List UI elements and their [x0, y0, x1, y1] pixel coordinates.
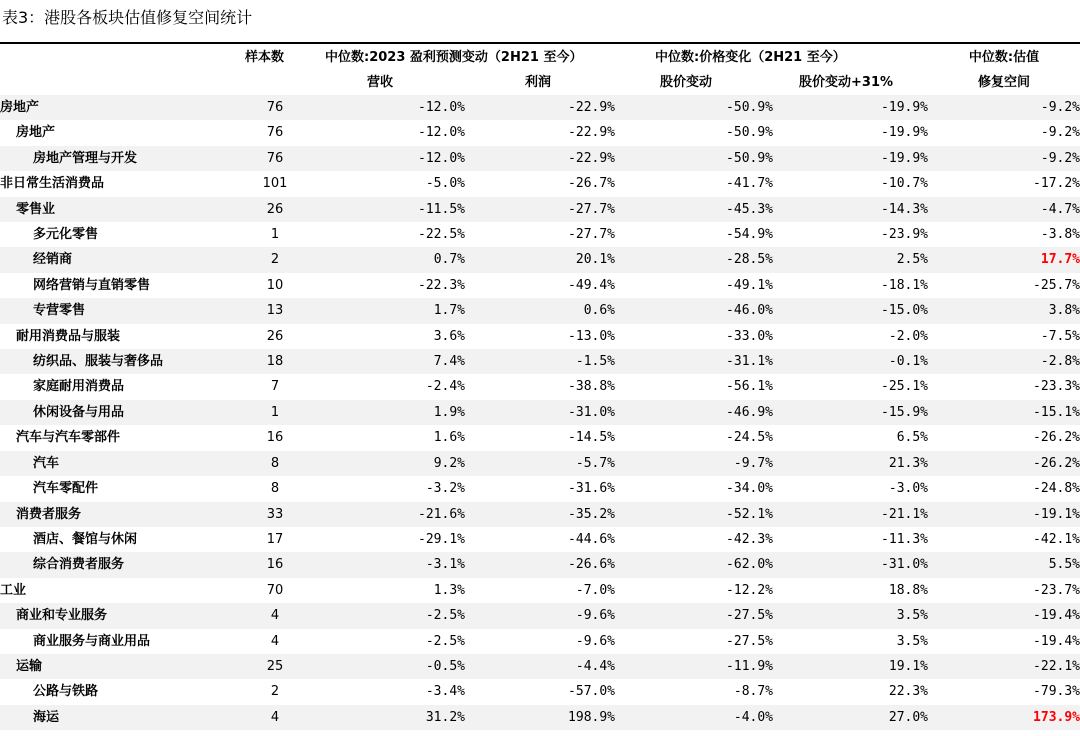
row-price-change-31: -3.0% — [888, 481, 929, 497]
row-profit-change: -22.9% — [465, 146, 615, 171]
row-valuation-space: -2.8% — [928, 349, 1080, 374]
row-price-change: -46.9% — [615, 400, 773, 425]
row-price-change-31: -0.1% — [773, 349, 928, 374]
row-name: 非日常生活消费品 — [0, 176, 105, 192]
row-sample-count: 76 — [225, 95, 325, 120]
table-row — [0, 527, 1080, 552]
row-name: 多元化零售 — [33, 227, 99, 243]
row-price-change-31: 3.5% — [773, 603, 928, 628]
row-price-change-31: 21.3% — [773, 451, 928, 476]
row-valuation-space: -7.5% — [1040, 328, 1080, 344]
header-blank — [0, 45, 225, 70]
row-profit-change: -26.7% — [568, 176, 616, 192]
header-profit: 利润 — [525, 75, 552, 90]
row-price-change: -34.0% — [726, 481, 774, 497]
row-price-change: -9.7% — [615, 451, 773, 476]
table-row — [0, 197, 1080, 222]
row-revenue-change: -21.6% — [325, 502, 465, 527]
row-revenue-change: 1.6% — [433, 430, 465, 446]
row-revenue-change: -3.1% — [325, 552, 465, 577]
row-name: 商业和专业服务 — [0, 603, 225, 628]
row-revenue-change: -22.5% — [418, 227, 465, 243]
table-row — [0, 222, 1080, 247]
row-price-change: -27.5% — [615, 603, 773, 628]
row-profit-change: -9.6% — [575, 633, 616, 649]
row-price-change: -50.9% — [615, 95, 773, 120]
row-valuation-space: -24.8% — [1033, 481, 1080, 497]
table-row — [0, 476, 1080, 501]
row-revenue-change: -0.5% — [325, 654, 465, 679]
row-price-change: -12.2% — [726, 582, 774, 598]
row-price-change-31: 2.5% — [773, 247, 928, 272]
row-valuation-space: -9.2% — [928, 146, 1080, 171]
row-name: 经销商 — [0, 247, 225, 272]
row-sample-count: 26 — [225, 197, 325, 222]
header-group-earnings: 中位数:2023 盈利预测变动（2H21 至今） — [325, 50, 583, 65]
row-sample-count: 4 — [225, 603, 325, 628]
row-price-change-31: -19.9% — [773, 146, 928, 171]
row-valuation-space: -25.7% — [1033, 277, 1080, 293]
table-row — [0, 654, 1080, 679]
row-price-change: -52.1% — [615, 502, 773, 527]
row-price-change: -62.0% — [615, 552, 773, 577]
row-profit-change: -9.6% — [465, 603, 615, 628]
row-name: 耐用消费品与服装 — [16, 328, 121, 344]
row-price-change-31: -11.3% — [881, 531, 929, 547]
row-name: 专营零售 — [0, 298, 225, 323]
row-revenue-change: 7.4% — [325, 349, 465, 374]
table-row — [0, 400, 1080, 425]
row-profit-change: -1.5% — [465, 349, 615, 374]
row-valuation-space: -4.7% — [928, 197, 1080, 222]
row-sample-count: 8 — [270, 481, 280, 497]
row-profit-change: -38.8% — [568, 379, 616, 395]
row-name: 汽车零配件 — [33, 481, 99, 497]
row-price-change-31: 3.5% — [896, 633, 929, 649]
row-sample-count: 26 — [266, 328, 284, 344]
row-price-change-31: -15.9% — [773, 400, 928, 425]
row-profit-change: -13.0% — [568, 328, 616, 344]
row-profit-change: -57.0% — [568, 684, 616, 700]
row-sample-count: 2 — [270, 684, 280, 700]
row-name: 房地产管理与开发 — [0, 146, 225, 171]
table-row — [0, 552, 1080, 577]
table-title: 表3：港股各板块估值修复空间统计 — [2, 8, 253, 27]
header-revenue: 营收 — [367, 75, 394, 90]
row-sample-count: 4 — [270, 633, 280, 649]
row-valuation-space: -42.1% — [1033, 531, 1080, 547]
row-price-change-31: -19.9% — [881, 125, 929, 141]
row-valuation-space: -22.1% — [928, 654, 1080, 679]
row-valuation-space: -19.1% — [928, 502, 1080, 527]
row-name: 房地产 — [16, 125, 56, 141]
row-profit-change: 20.1% — [465, 247, 615, 272]
row-valuation-space: -19.4% — [928, 603, 1080, 628]
row-profit-change: -44.6% — [568, 531, 616, 547]
row-name: 休闲设备与用品 — [0, 400, 225, 425]
row-name: 家庭耐用消费品 — [33, 379, 125, 395]
table-row — [0, 629, 1080, 654]
row-price-change: -11.9% — [615, 654, 773, 679]
row-sample-count: 101 — [262, 176, 288, 192]
row-profit-change: 198.9% — [465, 705, 615, 730]
header-blank-3 — [225, 70, 325, 95]
row-profit-change: -4.4% — [465, 654, 615, 679]
row-price-change: -24.5% — [726, 430, 774, 446]
row-profit-change: -14.5% — [568, 430, 616, 446]
row-revenue-change: -12.0% — [418, 125, 465, 141]
row-valuation-space: -19.4% — [1033, 633, 1080, 649]
table-row — [0, 374, 1080, 399]
table-row — [0, 324, 1080, 349]
row-sample-count: 2 — [225, 247, 325, 272]
row-price-change: -56.1% — [726, 379, 774, 395]
header-price31: 股价变动+31% — [799, 75, 894, 90]
row-sample-count: 16 — [225, 552, 325, 577]
header-row-1 — [0, 45, 1080, 70]
row-sample-count: 13 — [225, 298, 325, 323]
row-name: 纺织品、服装与奢侈品 — [0, 349, 225, 374]
table-row — [0, 247, 1080, 272]
row-revenue-change: -29.1% — [418, 531, 465, 547]
row-valuation-space: -26.2% — [1033, 430, 1080, 446]
row-name: 运输 — [0, 654, 225, 679]
row-revenue-change: 1.7% — [325, 298, 465, 323]
row-sample-count: 18 — [225, 349, 325, 374]
row-price-change: -27.5% — [726, 633, 774, 649]
row-price-change-31: 19.1% — [773, 654, 928, 679]
header-group-price: 中位数:价格变化（2H21 至今） — [655, 50, 846, 65]
table-row — [0, 273, 1080, 298]
row-sample-count: 17 — [266, 531, 284, 547]
row-revenue-change: -12.0% — [325, 146, 465, 171]
row-name: 工业 — [0, 582, 27, 598]
row-sample-count: 8 — [225, 451, 325, 476]
row-name: 综合消费者服务 — [0, 552, 225, 577]
row-valuation-space: 5.5% — [928, 552, 1080, 577]
row-profit-change: -22.9% — [568, 125, 616, 141]
row-price-change: -42.3% — [726, 531, 774, 547]
row-revenue-change: 31.2% — [325, 705, 465, 730]
row-revenue-change: -3.2% — [425, 481, 465, 497]
row-price-change: -49.1% — [726, 277, 774, 293]
table-row — [0, 603, 1080, 628]
row-sample-count: 16 — [266, 430, 284, 446]
row-valuation-space: -9.2% — [928, 95, 1080, 120]
row-sample-count: 76 — [266, 125, 284, 141]
row-profit-change: -35.2% — [465, 502, 615, 527]
table-row — [0, 502, 1080, 527]
row-price-change-31: -31.0% — [773, 552, 928, 577]
row-valuation-space: 173.9% — [928, 705, 1080, 730]
row-profit-change: -31.6% — [568, 481, 616, 497]
row-revenue-change: -2.5% — [325, 603, 465, 628]
row-revenue-change: -22.3% — [418, 277, 465, 293]
row-price-change: -28.5% — [615, 247, 773, 272]
row-price-change-31: -14.3% — [773, 197, 928, 222]
row-revenue-change: -11.5% — [325, 197, 465, 222]
table-row — [0, 120, 1080, 145]
row-price-change-31: 6.5% — [896, 430, 929, 446]
row-price-change: -45.3% — [615, 197, 773, 222]
row-price-change-31: 22.3% — [888, 684, 929, 700]
row-name: 网络营销与直销零售 — [33, 277, 151, 293]
row-price-change-31: 27.0% — [773, 705, 928, 730]
row-sample-count: 25 — [225, 654, 325, 679]
header-valuation-space: 修复空间 — [978, 75, 1031, 90]
top-rule — [0, 42, 1080, 44]
row-revenue-change: -12.0% — [325, 95, 465, 120]
row-profit-change: -49.4% — [568, 277, 616, 293]
row-sample-count: 4 — [225, 705, 325, 730]
row-price-change-31: -2.0% — [888, 328, 929, 344]
row-name: 公路与铁路 — [33, 684, 99, 700]
row-price-change-31: -23.9% — [881, 227, 929, 243]
row-price-change-31: -19.9% — [773, 95, 928, 120]
row-revenue-change: 3.6% — [433, 328, 465, 344]
header-blank-2 — [0, 70, 225, 95]
header-sample: 样本数 — [245, 50, 285, 65]
table-row — [0, 451, 1080, 476]
row-valuation-space: -9.2% — [1040, 125, 1080, 141]
row-sample-count: 1 — [270, 227, 280, 243]
row-price-change: -54.9% — [726, 227, 774, 243]
row-price-change-31: -21.1% — [773, 502, 928, 527]
row-price-change-31: -25.1% — [881, 379, 929, 395]
row-sample-count: 10 — [266, 277, 284, 293]
row-sample-count: 7 — [270, 379, 280, 395]
row-name: 酒店、餐馆与休闲 — [33, 531, 138, 547]
row-price-change: -33.0% — [726, 328, 774, 344]
row-price-change: -4.0% — [615, 705, 773, 730]
row-name: 海运 — [0, 705, 225, 730]
table-row — [0, 146, 1080, 171]
row-profit-change: 0.6% — [465, 298, 615, 323]
row-name: 汽车与汽车零部件 — [16, 430, 121, 446]
row-price-change: -50.9% — [615, 146, 773, 171]
row-valuation-space: 17.7% — [928, 247, 1080, 272]
row-price-change: -41.7% — [726, 176, 774, 192]
row-price-change: -31.1% — [615, 349, 773, 374]
row-sample-count: 1 — [225, 400, 325, 425]
row-price-change-31: -15.0% — [773, 298, 928, 323]
header-price: 股价变动 — [660, 75, 713, 90]
row-price-change-31: -18.1% — [881, 277, 929, 293]
row-name: 汽车 — [0, 451, 225, 476]
table-row — [0, 298, 1080, 323]
table-row — [0, 705, 1080, 730]
table-row — [0, 95, 1080, 120]
row-profit-change: -27.7% — [465, 197, 615, 222]
row-profit-change: -26.6% — [465, 552, 615, 577]
header-group-valuation: 中位数:估值 — [968, 50, 1040, 65]
row-valuation-space: -15.1% — [928, 400, 1080, 425]
row-revenue-change: -3.4% — [425, 684, 465, 700]
table-row — [0, 349, 1080, 374]
row-revenue-change: -2.5% — [425, 633, 465, 649]
row-revenue-change: 1.3% — [433, 582, 465, 598]
row-name: 零售业 — [0, 197, 225, 222]
row-valuation-space: -23.3% — [1033, 379, 1080, 395]
row-revenue-change: -2.4% — [425, 379, 465, 395]
row-valuation-space: -23.7% — [1033, 582, 1080, 598]
row-profit-change: -27.7% — [568, 227, 616, 243]
row-price-change: -8.7% — [733, 684, 774, 700]
row-revenue-change: 0.7% — [325, 247, 465, 272]
row-profit-change: -22.9% — [465, 95, 615, 120]
row-name: 消费者服务 — [0, 502, 225, 527]
row-name: 商业服务与商业用品 — [33, 633, 151, 649]
row-valuation-space: 3.8% — [928, 298, 1080, 323]
row-revenue-change: 1.9% — [325, 400, 465, 425]
row-revenue-change: 9.2% — [325, 451, 465, 476]
row-valuation-space: -26.2% — [928, 451, 1080, 476]
table-row — [0, 171, 1080, 196]
row-sample-count: 76 — [225, 146, 325, 171]
row-price-change-31: -10.7% — [881, 176, 929, 192]
table-row — [0, 578, 1080, 603]
table-body — [0, 95, 1080, 730]
table-row — [0, 679, 1080, 704]
valuation-table — [0, 45, 1080, 730]
row-name: 房地产 — [0, 95, 225, 120]
row-valuation-space: -17.2% — [1033, 176, 1080, 192]
table-row — [0, 425, 1080, 450]
row-valuation-space: -79.3% — [1033, 684, 1080, 700]
row-sample-count: 33 — [225, 502, 325, 527]
row-price-change: -50.9% — [726, 125, 774, 141]
row-price-change-31: 18.8% — [888, 582, 929, 598]
row-price-change: -46.0% — [615, 298, 773, 323]
row-profit-change: -5.7% — [465, 451, 615, 476]
row-valuation-space: -3.8% — [1040, 227, 1080, 243]
header-row-2 — [0, 70, 1080, 95]
row-profit-change: -31.0% — [465, 400, 615, 425]
row-sample-count: 70 — [266, 582, 284, 598]
row-profit-change: -7.0% — [575, 582, 616, 598]
row-revenue-change: -5.0% — [425, 176, 465, 192]
